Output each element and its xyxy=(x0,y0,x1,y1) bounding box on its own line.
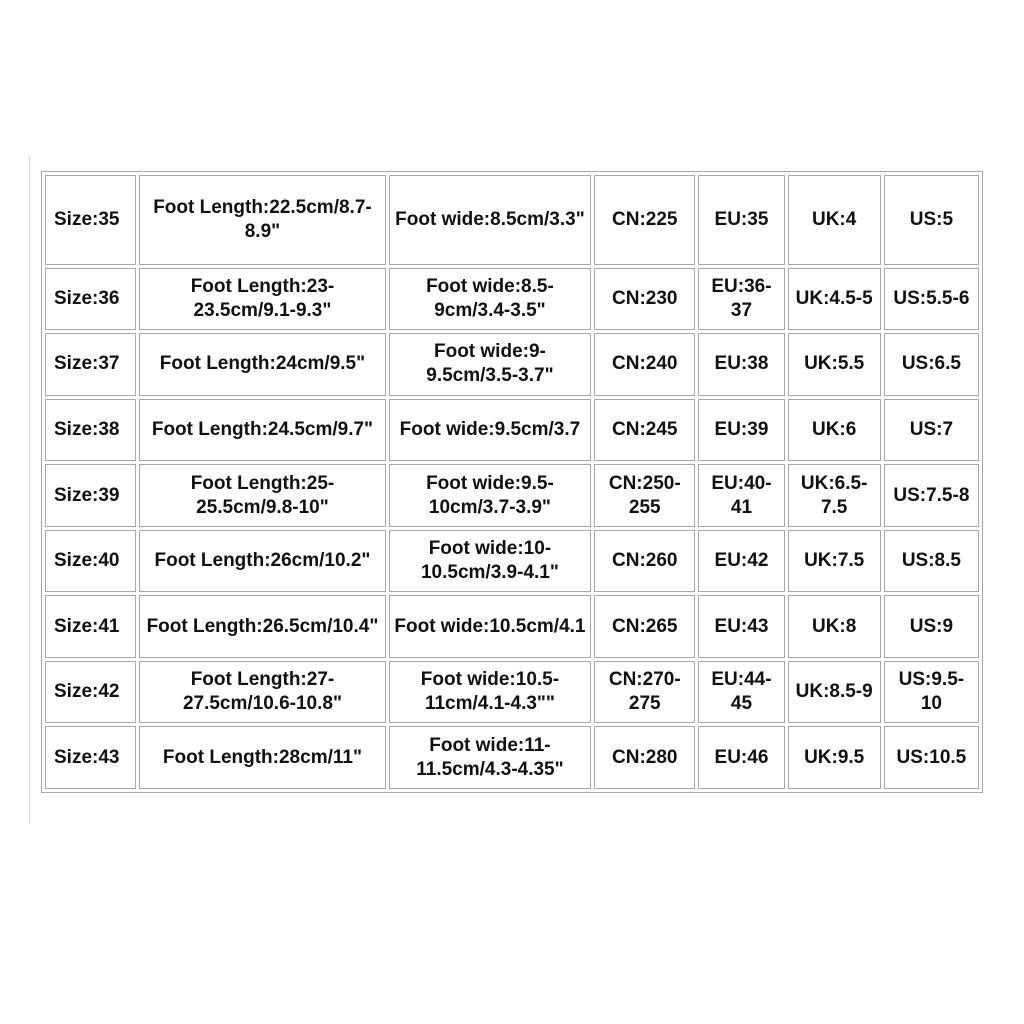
table-row xyxy=(45,530,979,593)
uk-size-cell: UK:4 xyxy=(788,175,881,265)
size-cell: Size:42 xyxy=(45,661,136,724)
eu-size-cell: EU:44-45 xyxy=(698,661,784,724)
size-cell: Size:36 xyxy=(45,268,136,331)
foot-length-cell: Foot Length:26.5cm/10.4" xyxy=(139,595,386,658)
foot-width-cell: Foot wide:11-11.5cm/4.3-4.35" xyxy=(389,726,591,789)
foot-width-cell: Foot wide:9.5-10cm/3.7-3.9" xyxy=(389,464,591,527)
size-cell: Size:41 xyxy=(45,595,136,658)
us-size-cell: US:7 xyxy=(884,399,979,462)
foot-length-cell: Foot Length:25-25.5cm/9.8-10" xyxy=(139,464,386,527)
cn-size-cell: CN:265 xyxy=(594,595,695,658)
foot-length-cell: Foot Length:28cm/11" xyxy=(139,726,386,789)
foot-width-cell: Foot wide:8.5-9cm/3.4-3.5" xyxy=(389,268,591,331)
foot-width-cell: Foot wide:10.5cm/4.1 xyxy=(389,595,591,658)
eu-size-cell: EU:42 xyxy=(698,530,784,593)
eu-size-cell: EU:40-41 xyxy=(698,464,784,527)
us-size-cell: US:6.5 xyxy=(884,333,979,396)
us-size-cell: US:5 xyxy=(884,175,979,265)
size-cell: Size:40 xyxy=(45,530,136,593)
foot-length-cell: Foot Length:23-23.5cm/9.1-9.3" xyxy=(139,268,386,331)
cn-size-cell: CN:270-275 xyxy=(594,661,695,724)
us-size-cell: US:5.5-6 xyxy=(884,268,979,331)
uk-size-cell: UK:7.5 xyxy=(788,530,881,593)
eu-size-cell: EU:46 xyxy=(698,726,784,789)
us-size-cell: US:9 xyxy=(884,595,979,658)
table-row xyxy=(45,175,979,265)
table-row xyxy=(45,464,979,527)
uk-size-cell: UK:8 xyxy=(788,595,881,658)
eu-size-cell: EU:39 xyxy=(698,399,784,462)
uk-size-cell: UK:5.5 xyxy=(788,333,881,396)
us-size-cell: US:9.5-10 xyxy=(884,661,979,724)
uk-size-cell: UK:8.5-9 xyxy=(788,661,881,724)
table-row xyxy=(45,333,979,396)
cn-size-cell: CN:230 xyxy=(594,268,695,331)
size-cell: Size:38 xyxy=(45,399,136,462)
size-cell: Size:37 xyxy=(45,333,136,396)
size-cell: Size:39 xyxy=(45,464,136,527)
foot-length-cell: Foot Length:24.5cm/9.7" xyxy=(139,399,386,462)
table-row xyxy=(45,661,979,724)
foot-length-cell: Foot Length:27-27.5cm/10.6-10.8" xyxy=(139,661,386,724)
cn-size-cell: CN:245 xyxy=(594,399,695,462)
size-cell: Size:35 xyxy=(45,175,136,265)
size-chart-body xyxy=(45,175,979,789)
table-row xyxy=(45,595,979,658)
uk-size-cell: UK:9.5 xyxy=(788,726,881,789)
uk-size-cell: UK:6.5-7.5 xyxy=(788,464,881,527)
cn-size-cell: CN:260 xyxy=(594,530,695,593)
foot-width-cell: Foot wide:8.5cm/3.3" xyxy=(389,175,591,265)
foot-width-cell: Foot wide:10.5-11cm/4.1-4.3"" xyxy=(389,661,591,724)
table-row xyxy=(45,726,979,789)
cn-size-cell: CN:280 xyxy=(594,726,695,789)
table-row xyxy=(45,399,979,462)
left-divider xyxy=(29,156,30,824)
foot-width-cell: Foot wide:9-9.5cm/3.5-3.7" xyxy=(389,333,591,396)
cn-size-cell: CN:240 xyxy=(594,333,695,396)
eu-size-cell: EU:36-37 xyxy=(698,268,784,331)
foot-width-cell: Foot wide:10-10.5cm/3.9-4.1" xyxy=(389,530,591,593)
foot-length-cell: Foot Length:24cm/9.5" xyxy=(139,333,386,396)
foot-length-cell: Foot Length:26cm/10.2" xyxy=(139,530,386,593)
foot-width-cell: Foot wide:9.5cm/3.7 xyxy=(389,399,591,462)
eu-size-cell: EU:35 xyxy=(698,175,784,265)
eu-size-cell: EU:43 xyxy=(698,595,784,658)
uk-size-cell: UK:6 xyxy=(788,399,881,462)
foot-length-cell: Foot Length:22.5cm/8.7-8.9" xyxy=(139,175,386,265)
us-size-cell: US:8.5 xyxy=(884,530,979,593)
cn-size-cell: CN:225 xyxy=(594,175,695,265)
us-size-cell: US:7.5-8 xyxy=(884,464,979,527)
table-row xyxy=(45,268,979,331)
size-cell: Size:43 xyxy=(45,726,136,789)
us-size-cell: US:10.5 xyxy=(884,726,979,789)
size-chart-table xyxy=(41,171,983,793)
uk-size-cell: UK:4.5-5 xyxy=(788,268,881,331)
cn-size-cell: CN:250-255 xyxy=(594,464,695,527)
eu-size-cell: EU:38 xyxy=(698,333,784,396)
